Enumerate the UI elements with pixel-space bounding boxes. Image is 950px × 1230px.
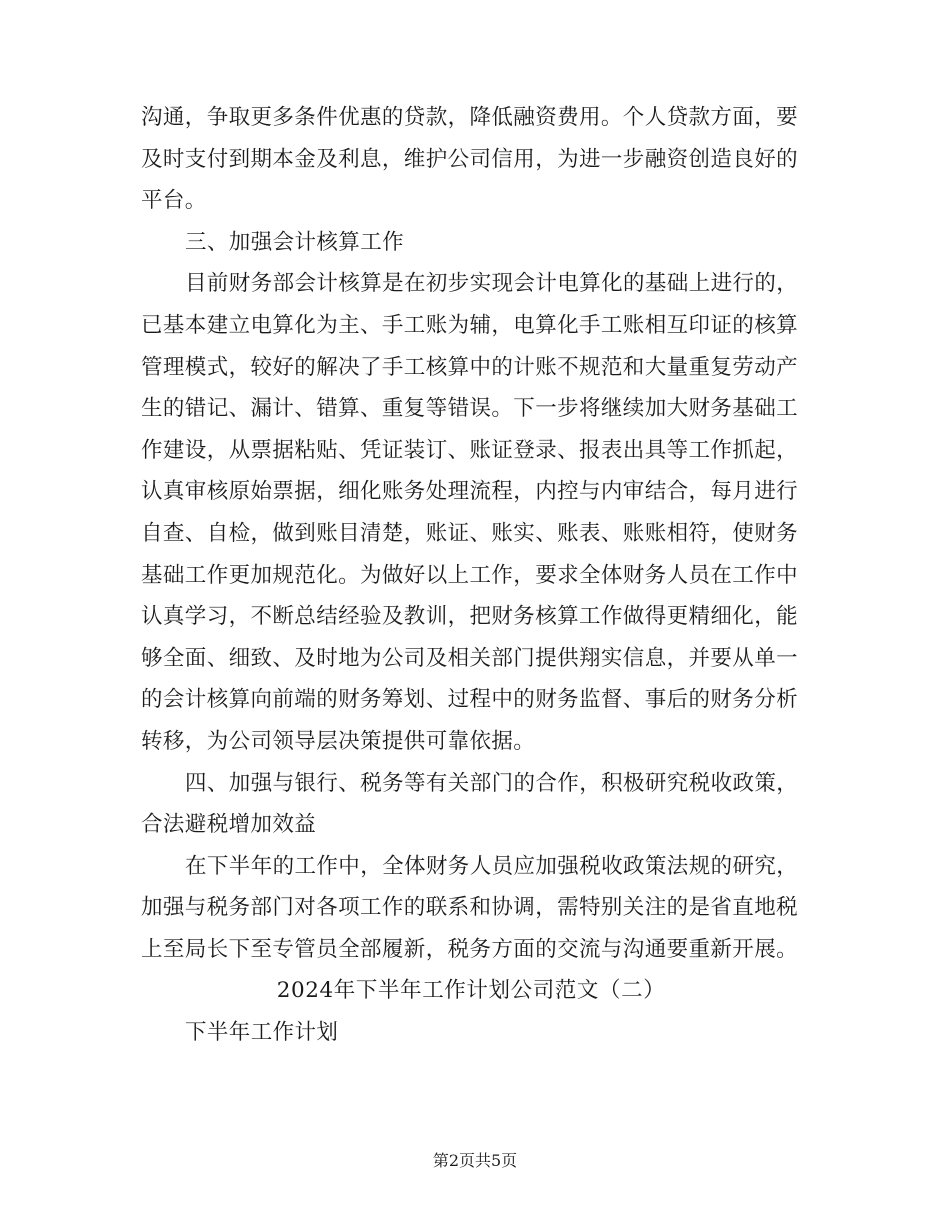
body-line: 平台。 — [141, 188, 207, 214]
section-heading-3: 三、加强会计核算工作 — [185, 229, 405, 255]
body-line: 的会计核算向前端的财务筹划、过程中的财务监督、事后的财务分析 — [141, 687, 799, 713]
body-line: 上至局长下至专管员全部履新，税务方面的交流与沟通要重新开展。 — [141, 936, 799, 962]
body-line: 在下半年的工作中，全体财务人员应加强税收政策法规的研究， — [185, 853, 799, 879]
body-line: 基础工作更加规范化。为做好以上工作，要求全体财务人员在工作中 — [141, 562, 799, 588]
body-line: 转移，为公司领导层决策提供可靠依据。 — [141, 728, 536, 754]
body-line: 自查、自检，做到账目清楚，账证、账实、账表、账账相符，使财务 — [141, 520, 799, 546]
body-line: 认真学习，不断总结经验及教训，把财务核算工作做得更精细化，能 — [141, 604, 799, 630]
body-line: 目前财务部会计核算是在初步实现会计电算化的基础上进行的， — [185, 271, 799, 297]
body-line: 沟通，争取更多条件优惠的贷款，降低融资费用。个人贷款方面，要 — [141, 105, 799, 130]
page-number: 第2页共5页 — [432, 1151, 518, 1170]
document-title: 2024年下半年工作计划公司范文（二） — [276, 978, 666, 1004]
body-line: 加强与税务部门对各项工作的联系和协调，需特别关注的是省直地税 — [141, 895, 799, 921]
body-line: 生的错记、漏计、错算、重复等错误。下一步将继续加大财务基础工 — [141, 396, 799, 422]
body-line: 作建设，从票据粘贴、凭证装订、账证登录、报表出具等工作抓起， — [141, 437, 799, 463]
body-line: 够全面、细致、及时地为公司及相关部门提供翔实信息，并要从单一 — [141, 645, 799, 671]
body-line: 及时支付到期本金及利息，维护公司信用，为进一步融资创造良好的 — [141, 146, 799, 172]
body-line: 认真审核原始票据，细化账务处理流程，内控与内审结合，每月进行 — [141, 479, 799, 505]
section-heading-4: 四、加强与银行、税务等有关部门的合作，积极研究税收政策， — [185, 770, 799, 796]
body-line: 合法避税增加效益 — [141, 812, 317, 838]
body-line: 已基本建立电算化为主、手工账为辅，电算化手工账相互印证的核算 — [141, 312, 799, 338]
document-body — [141, 101, 801, 1050]
subheading: 下半年工作计划 — [185, 1020, 339, 1046]
body-line: 管理模式，较好的解决了手工核算中的计账不规范和大量重复劳动产 — [141, 354, 799, 380]
